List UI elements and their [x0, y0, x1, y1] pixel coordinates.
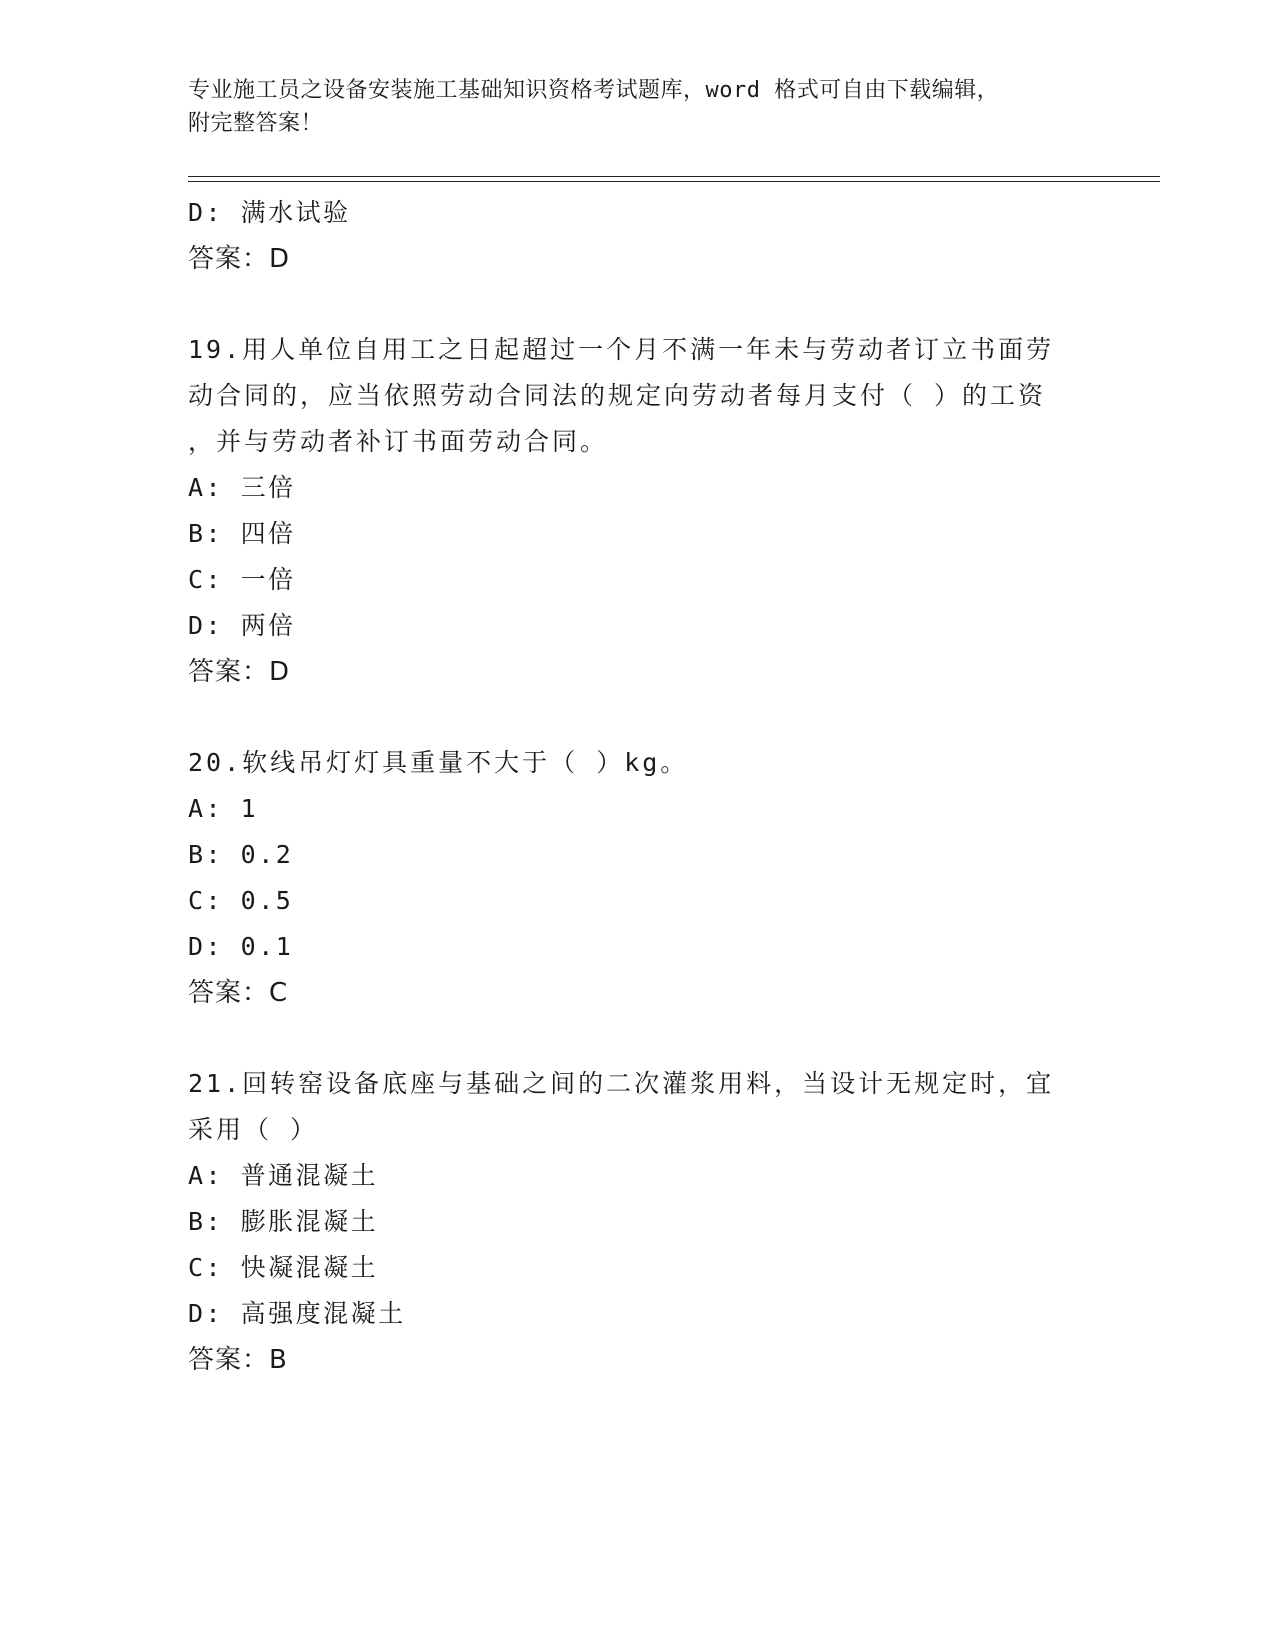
header-line-2: 附完整答案！ — [188, 111, 324, 136]
question-text-line: 21.回转窑设备底座与基础之间的二次灌浆用料，当设计无规定时，宜 — [188, 1069, 1055, 1098]
question-text-line: 采用（ ） — [188, 1115, 319, 1144]
question-block — [188, 327, 1088, 695]
question-text-line: 20.软线吊灯灯具重量不大于（ ）kg。 — [188, 748, 689, 777]
option-a: A: 三倍 — [188, 473, 296, 502]
header-divider-top — [188, 176, 1160, 177]
option-d: D: 两倍 — [188, 611, 296, 640]
option-c: C: 0.5 — [188, 886, 294, 915]
option-c: C: 快凝混凝土 — [188, 1253, 379, 1282]
header-line-1: 专业施工员之设备安装施工基础知识资格考试题库，word 格式可自由下载编辑， — [188, 78, 1000, 103]
document-header — [188, 74, 1088, 140]
document-body — [188, 190, 1088, 1383]
option-a: A: 1 — [188, 794, 259, 823]
question-block — [188, 740, 1088, 1016]
option-b: B: 四倍 — [188, 519, 296, 548]
question-text-line: 19.用人单位自用工之日起超过一个月不满一年未与劳动者订立书面劳 — [188, 335, 1055, 364]
spacer — [188, 695, 1088, 740]
question-block — [188, 1061, 1088, 1383]
option-b: B: 膨胀混凝土 — [188, 1207, 379, 1236]
answer-line: 答案：D — [188, 244, 291, 274]
spacer — [188, 282, 1088, 327]
answer-line: 答案：C — [188, 978, 289, 1008]
option-d: D: 满水试验 — [188, 198, 351, 227]
question-text-line: 动合同的，应当依照劳动合同法的规定向劳动者每月支付（ ）的工资 — [188, 381, 1047, 410]
option-d: D: 0.1 — [188, 932, 294, 961]
answer-line: 答案：D — [188, 657, 291, 687]
spacer — [188, 1016, 1088, 1061]
header-divider-bottom — [188, 181, 1160, 182]
option-a: A: 普通混凝土 — [188, 1161, 379, 1190]
answer-line: 答案：B — [188, 1345, 288, 1375]
question-text-line: ，并与劳动者补订书面劳动合同。 — [188, 427, 609, 456]
option-b: B: 0.2 — [188, 840, 294, 869]
option-c: C: 一倍 — [188, 565, 296, 594]
option-d: D: 高强度混凝土 — [188, 1299, 406, 1328]
